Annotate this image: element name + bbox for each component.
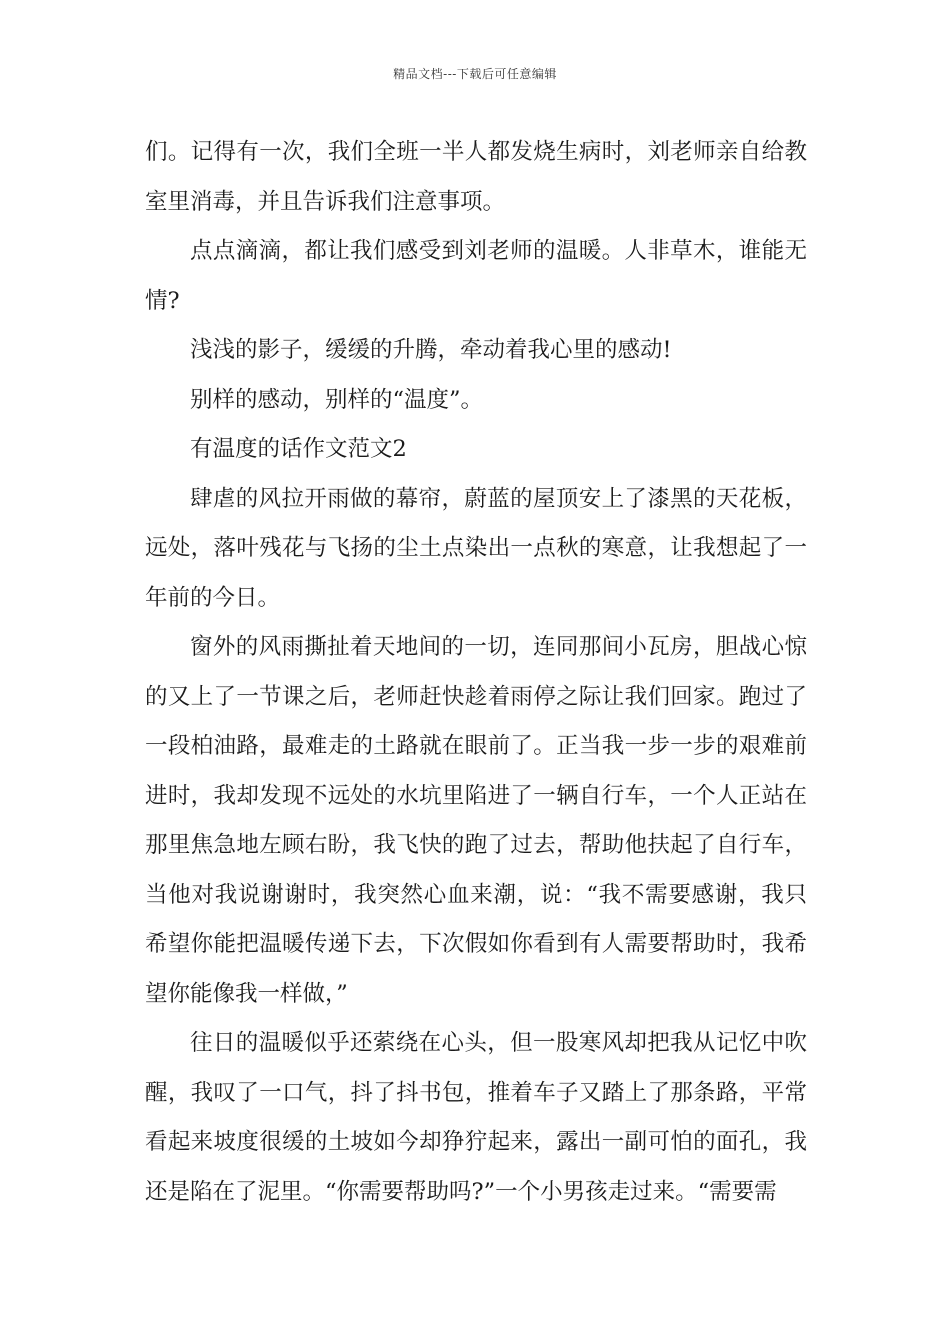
paragraph-4: 别样的感动，别样的“温度”。 — [190, 386, 484, 413]
paragraph-2: 点点滴滴，都让我们感受到刘老师的温暖。人非草木，谁能无情? — [145, 238, 807, 314]
page-header: 精品文档---下载后可任意编辑 — [393, 67, 557, 81]
section-title: 有温度的话作文范文2 — [190, 436, 407, 462]
paragraph-5: 肆虐的风拉开雨做的幕帘，蔚蓝的屋顶安上了漆黑的天花板，远处，落叶残花与飞扬的尘土点染出一点秋的寒意，让我想起了一年前的今日。 — [145, 485, 807, 611]
paragraph-7: 往日的温暖似乎还萦绕在心头，但一股寒风却把我从记忆中吹醒，我叹了一口气，抖了抖书包，推着车子又踏上了那条路，平常看起来坡度很缓的土坡如今却狰狞起来，露出一副可怕的面孔，我还是陷在了泥里。“你需要帮助吗?”一个小男孩走过来。“需要需 — [145, 1030, 807, 1205]
paragraph-6: 窗外的风雨撕扯着天地间的一切，连同那间小瓦房，胆战心惊的又上了一节课之后，老师赶快趁着雨停之际让我们回家。跑过了一段柏油路，最难走的土路就在眼前了。正当我一步一步的艰难前进时，我却发现不远处的水坑里陷进了一辆自行车，一个人正站在那里焦急地左顾右盼，我飞快的跑了过去，帮助他扶起了自行车，当他对我说谢谢时，我突然心血来潮，说：“我不需要感谢，我只希望你能把温暖传递下去，下次假如你看到有人需要帮助时，我希望你能像我一样做，” — [145, 634, 807, 1007]
paragraph-3: 浅浅的影子，缓缓的升腾，牵动着我心里的感动! — [190, 337, 672, 363]
document-body — [145, 128, 807, 1217]
paragraph-1: 们。记得有一次，我们全班一半人都发烧生病时，刘老师亲自给教室里消毒，并且告诉我们注意事项。 — [145, 139, 807, 215]
